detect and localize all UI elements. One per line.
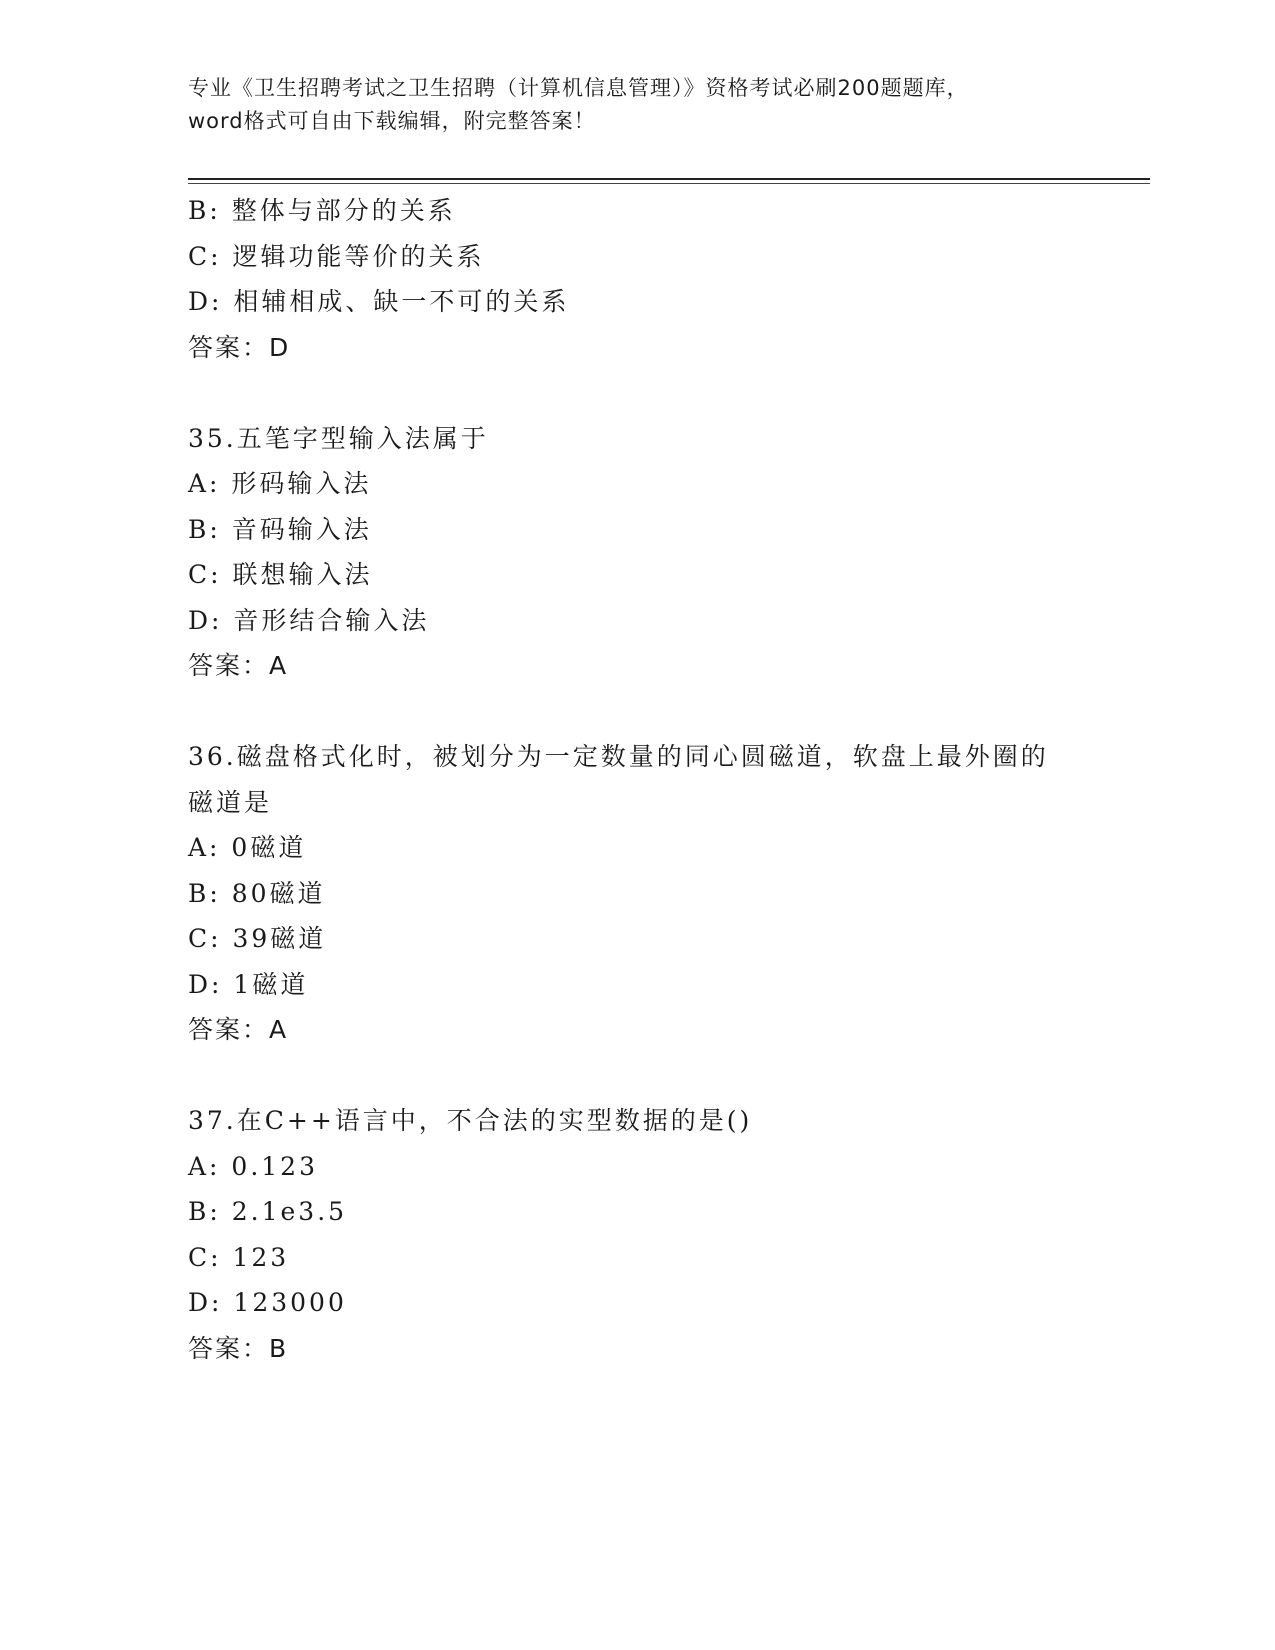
question-34-tail xyxy=(188,188,1088,370)
option-b: B: 80磁道 xyxy=(188,878,326,908)
option-c: C: 联想输入法 xyxy=(188,560,373,589)
answer-line: 答案：A xyxy=(188,1015,289,1044)
option-d: D: 音形结合输入法 xyxy=(188,605,430,635)
option-d: D: 相辅相成、缺一不可的关系 xyxy=(188,287,570,316)
question-stem: 37.在C++语言中，不合法的实型数据的是() xyxy=(188,1106,753,1135)
option-a: A: 0.123 xyxy=(188,1151,318,1181)
question-list xyxy=(188,188,1088,1371)
option-b: B: 整体与部分的关系 xyxy=(188,196,456,225)
spacer xyxy=(188,1053,1088,1099)
answer-line: 答案：A xyxy=(188,651,289,680)
option-a: A: 形码输入法 xyxy=(188,469,372,498)
option-b: B: 音码输入法 xyxy=(188,514,372,544)
question-stem: 36.磁盘格式化时，被划分为一定数量的同心圆磁道，软盘上最外圈的 xyxy=(188,742,1049,771)
question-36 xyxy=(188,734,1088,1053)
option-c: C: 123 xyxy=(188,1242,290,1272)
answer-line: 答案：B xyxy=(188,1333,289,1363)
header-divider-thick xyxy=(188,178,1150,180)
question-35 xyxy=(188,416,1088,689)
question-37 xyxy=(188,1098,1088,1371)
question-stem: 35.五笔字型输入法属于 xyxy=(188,423,489,453)
option-a: A: 0磁道 xyxy=(188,833,307,862)
option-c: C: 逻辑功能等价的关系 xyxy=(188,241,485,271)
option-c: C: 39磁道 xyxy=(188,924,327,953)
header-title-line1: 专业《卫生招聘考试之卫生招聘（计算机信息管理）》资格考试必刷200题题库， xyxy=(188,76,969,100)
document-header xyxy=(188,72,1088,138)
option-b: B: 2.1e3.5 xyxy=(188,1197,348,1226)
option-d: D: 123000 xyxy=(188,1288,347,1317)
header-divider-thin xyxy=(188,183,1150,184)
answer-line: 答案：D xyxy=(188,332,291,362)
question-stem-continued: 磁道是 xyxy=(188,787,273,817)
header-title-line2: word格式可自由下载编辑，附完整答案！ xyxy=(188,109,596,133)
spacer xyxy=(188,370,1088,416)
spacer xyxy=(188,689,1088,735)
option-d: D: 1磁道 xyxy=(188,969,309,999)
